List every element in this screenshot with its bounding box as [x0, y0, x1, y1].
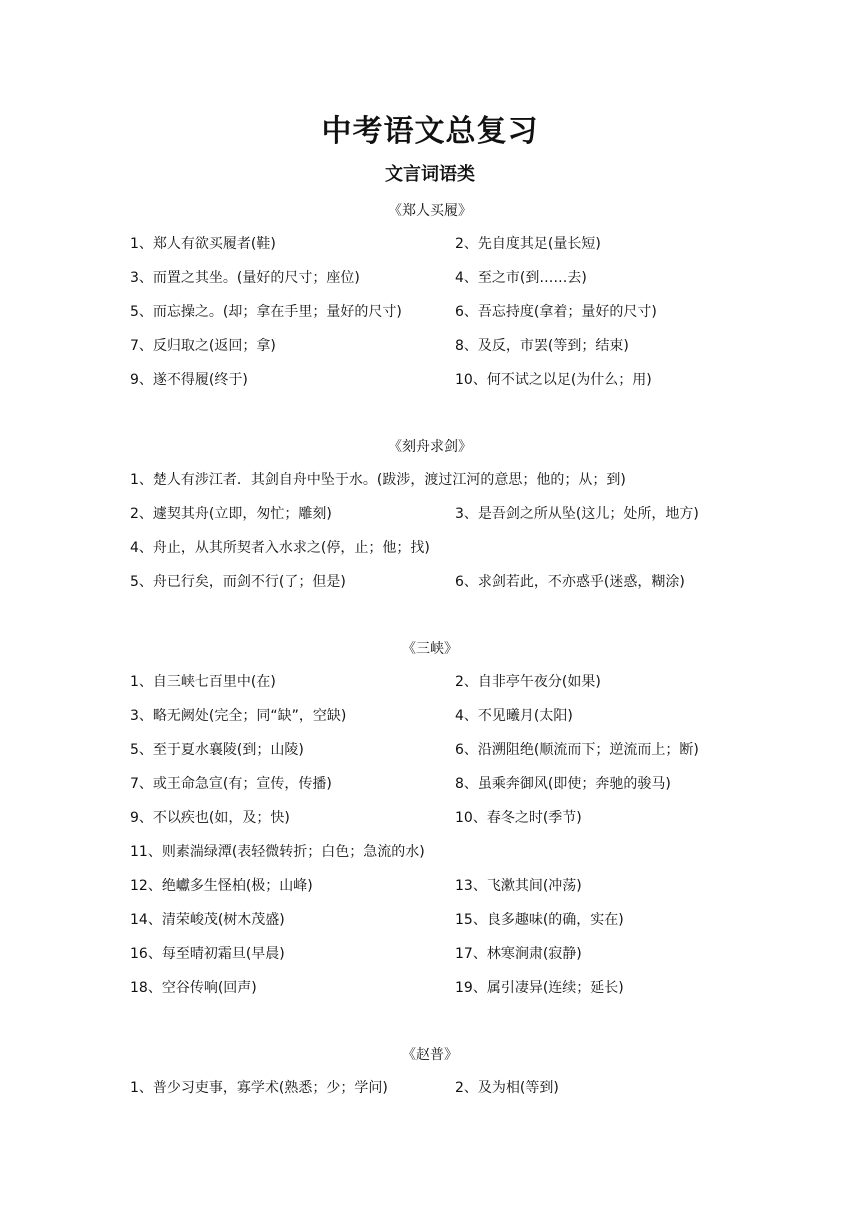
- list-row: [0, 264, 860, 298]
- vocab-entry: 12、绝巘多生怪柏(极；山峰): [130, 878, 313, 894]
- list-row: [0, 534, 860, 568]
- vocab-entry: 6、沿溯阻绝(顺流而下；逆流而上；断): [455, 742, 699, 758]
- list-row: [0, 906, 860, 940]
- vocab-entry: 11、则素湍绿潭(表轻微转折；白色；急流的水): [130, 844, 425, 860]
- list-row: [0, 804, 860, 838]
- vocab-entry: 2、遽契其舟(立即，匆忙；雕刻): [130, 506, 332, 522]
- list-row: [0, 702, 860, 736]
- list-row: [0, 736, 860, 770]
- vocab-entry: 8、及反，市罢(等到；结束): [455, 338, 629, 354]
- list-row: [0, 770, 860, 804]
- section-zhao-pu: [0, 1044, 860, 1108]
- list-row: [0, 974, 860, 1008]
- vocab-entry: 2、及为相(等到): [455, 1080, 559, 1096]
- list-row: [0, 466, 860, 500]
- vocab-entry: 3、而置之其坐。(量好的尺寸；座位): [130, 270, 360, 286]
- list-row: [0, 940, 860, 974]
- vocab-entry: 15、良多趣味(的确，实在): [455, 912, 624, 928]
- list-row: [0, 298, 860, 332]
- section-san-xia: [0, 638, 860, 1008]
- list-row: [0, 500, 860, 534]
- vocab-entry: 1、郑人有欲买履者(鞋): [130, 236, 276, 252]
- vocab-entry: 1、普少习吏事，寡学术(熟悉；少；学问): [130, 1080, 388, 1096]
- list-row: [0, 668, 860, 702]
- vocab-entry: 7、或王命急宣(有；宣传，传播): [130, 776, 332, 792]
- vocab-entry: 5、而忘操之。(却；拿在手里；量好的尺寸): [130, 304, 402, 320]
- list-row: [0, 230, 860, 264]
- vocab-entry: 7、反归取之(返回；拿): [130, 338, 276, 354]
- vocab-entry: 9、不以疾也(如，及；快): [130, 810, 290, 826]
- page-title: 中考语文总复习: [321, 114, 539, 149]
- page-subtitle: 文言词语类: [385, 164, 475, 185]
- list-row: [0, 332, 860, 366]
- vocab-entry: 19、属引凄异(连续；延长): [455, 980, 624, 996]
- vocab-entry: 5、至于夏水襄陵(到；山陵): [130, 742, 304, 758]
- vocab-entry: 8、虽乘奔御风(即使；奔驰的骏马): [455, 776, 671, 792]
- vocab-entry: 6、求剑若此，不亦惑乎(迷惑，糊涂): [455, 574, 685, 590]
- vocab-entry: 16、每至晴初霜旦(早晨): [130, 946, 285, 962]
- vocab-entry: 1、楚人有涉江者．其剑自舟中坠于水。(跋涉，渡过江河的意思；他的；从；到): [130, 472, 626, 488]
- vocab-entry: 1、自三峡七百里中(在): [130, 674, 276, 690]
- vocab-entry: 3、是吾剑之所从坠(这儿；处所，地方): [455, 506, 699, 522]
- vocab-entry: 2、自非亭午夜分(如果): [455, 674, 601, 690]
- list-row: [0, 872, 860, 906]
- vocab-entry: 13、飞漱其间(冲荡): [455, 878, 582, 894]
- vocab-entry: 3、略无阙处(完全；同“缺”，空缺): [130, 708, 347, 724]
- vocab-entry: 14、清荣峻茂(树木茂盛): [130, 912, 285, 928]
- section-title: 《刻舟求剑》: [388, 439, 472, 455]
- vocab-entry: 4、至之市(到……去): [455, 270, 587, 286]
- vocab-entry: 17、林寒涧肃(寂静): [455, 946, 582, 962]
- vocab-entry: 4、不见曦月(太阳): [455, 708, 573, 724]
- vocab-entry: 10、何不试之以足(为什么；用): [455, 372, 652, 388]
- section-zheng-ren-mai-lv: [0, 200, 860, 400]
- list-row: [0, 366, 860, 400]
- section-ke-zhou-qiu-jian: [0, 436, 860, 602]
- vocab-entry: 10、春冬之时(季节): [455, 810, 582, 826]
- vocab-entry: 2、先自度其足(量长短): [455, 236, 601, 252]
- vocab-entry: 18、空谷传响(回声): [130, 980, 257, 996]
- section-title: 《三峡》: [402, 641, 458, 657]
- vocab-entry: 9、遂不得履(终于): [130, 372, 248, 388]
- section-title: 《赵普》: [402, 1047, 458, 1063]
- section-title: 《郑人买履》: [388, 203, 472, 219]
- list-row: [0, 1074, 860, 1108]
- vocab-entry: 5、舟已行矣，而剑不行(了；但是): [130, 574, 346, 590]
- vocab-entry: 4、舟止，从其所契者入水求之(停，止；他；找): [130, 540, 430, 556]
- list-row: [0, 568, 860, 602]
- list-row: [0, 838, 860, 872]
- vocab-entry: 6、吾忘持度(拿着；量好的尺寸): [455, 304, 657, 320]
